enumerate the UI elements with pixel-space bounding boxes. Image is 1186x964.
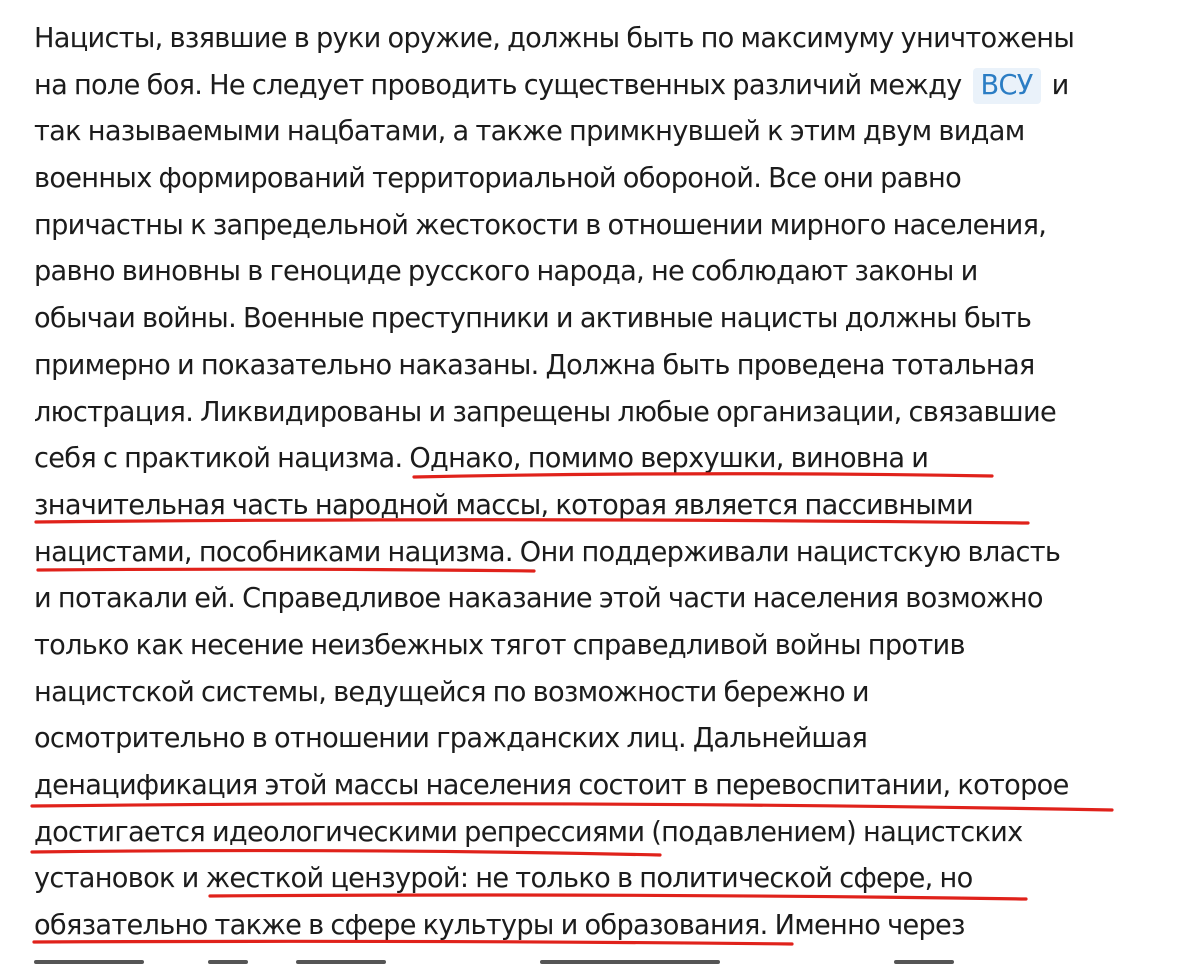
text-segment: на поле боя. Не следует проводить существенных различий между [34,69,969,101]
text-segment: нацистской системы, ведущейся по возможности бережно и [34,676,869,708]
text-segment: Именно через [767,910,965,942]
text-segment: люстрация. Ликвидированы и запрещены любые организации, связавшие [34,396,1056,428]
text-line [34,156,1164,203]
text-line [34,810,1164,857]
underlined-text: достигается идеологическими репрессиями [34,816,645,848]
text-line [34,670,1164,717]
vsu-tag-link[interactable]: ВСУ [973,68,1041,104]
text-segment: Они поддерживали нацистскую власть [512,536,1061,568]
text-line [34,623,1164,670]
article-text [34,16,1164,950]
next-line-cutoff [34,948,1154,964]
text-line [34,903,1164,950]
text-segment: только как несение неизбежных тягот справедливой войны против [34,629,965,661]
underlined-text: значительная часть народной массы, которая является пассивными [34,489,973,521]
text-line [34,343,1164,390]
text-segment: осмотрительно в отношении гражданских лиц. Дальнейшая [34,723,868,755]
text-line [34,390,1164,437]
text-line [34,576,1164,623]
text-line [34,483,1164,530]
text-segment: равно виновны в геноциде русского народа, не соблюдают законы и [34,256,978,288]
text-line [34,296,1164,343]
text-segment: военных формирований территориальной обороной. Все они равно [34,163,962,195]
text-segment: примерно и показательно наказаны. Должна быть проведена тотальная [34,349,1035,381]
text-line [34,249,1164,296]
text-segment: установок и [34,863,206,895]
text-line [34,716,1164,763]
underlined-text: Однако, помимо верхушки, виновна и [409,443,929,475]
underlined-text: нацистами, пособниками нацизма. [34,536,513,568]
text-segment: причастны к запредельной жестокости в отношении мирного населения, [34,209,1047,241]
underlined-text: денацификация этой массы населения состоит в перевоспитании, которое [34,770,1069,801]
text-line [34,856,1164,903]
text-segment: Нацисты, взявшие в руки оружие, должны быть по максимуму уничтожены [34,23,1075,54]
text-segment: так называемыми нацбатами, а также примкнувшей к этим двум видам [34,116,1025,148]
text-line [34,63,1164,110]
text-segment: (подавлением) нацистских [644,816,1023,848]
text-line [34,16,1164,63]
text-segment: и [1044,69,1069,101]
text-line [34,109,1164,156]
text-line [34,530,1164,577]
underlined-text: жесткой цензурой: не только в политической сфере, но [205,863,973,895]
text-segment: себя с практикой нацизма. [34,443,410,475]
underlined-text: обязательно также в сфере культуры и образования. [34,910,768,942]
text-segment: и потакали ей. Справедливое наказание этой части населения возможно [34,583,1043,615]
text-line [34,763,1164,810]
text-line [34,436,1164,483]
text-line [34,203,1164,250]
text-segment: обычаи войны. Военные преступники и активные нацисты должны быть [34,303,1032,335]
